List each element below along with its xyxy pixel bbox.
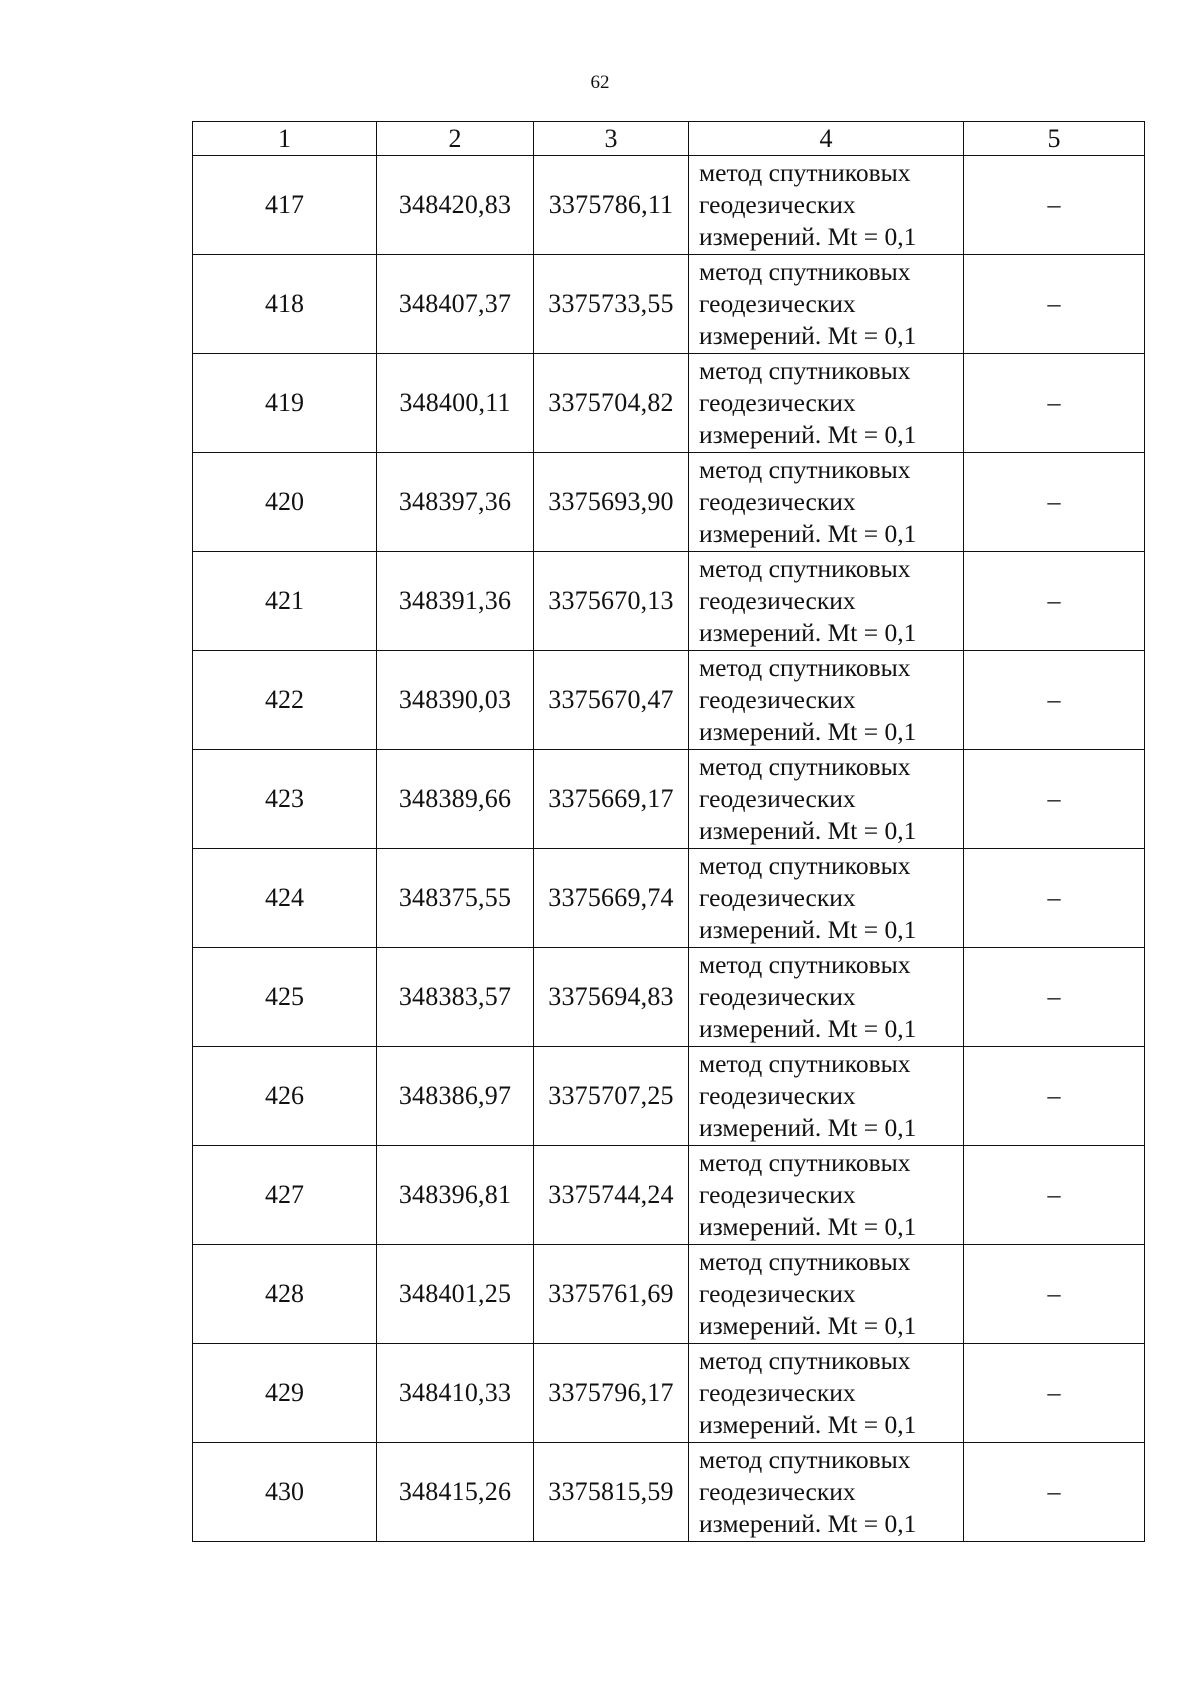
table-row [193,1146,1145,1245]
point-number-cell: 419 [193,354,377,453]
method-line: измерений. Mt = 0,1 [699,1113,917,1142]
method-cell [689,849,964,948]
method-line: измерений. Mt = 0,1 [699,519,917,548]
point-number-cell: 426 [193,1047,377,1146]
point-number-cell: 421 [193,552,377,651]
header-col-5: 5 [964,122,1145,156]
header-col-2: 2 [377,122,534,156]
col5-cell: – [964,552,1145,651]
y-coordinate-cell: 3375670,13 [534,552,689,651]
method-line: метод спутниковых [699,851,911,880]
point-number-cell: 429 [193,1344,377,1443]
method-line: измерений. Mt = 0,1 [699,1014,917,1043]
x-coordinate-cell: 348420,83 [377,156,534,255]
method-line: измерений. Mt = 0,1 [699,1509,917,1538]
table-row [193,453,1145,552]
method-cell [689,354,964,453]
table-row [193,552,1145,651]
method-line: метод спутниковых [699,455,911,484]
header-col-3: 3 [534,122,689,156]
table-row [193,255,1145,354]
point-number-cell: 420 [193,453,377,552]
method-line: геодезических [699,1081,856,1110]
col5-cell: – [964,453,1145,552]
method-line: метод спутниковых [699,1346,911,1375]
method-line: метод спутниковых [699,653,911,682]
col5-cell: – [964,255,1145,354]
table-row [193,750,1145,849]
x-coordinate-cell: 348396,81 [377,1146,534,1245]
method-line: геодезических [699,586,856,615]
table-row [193,1245,1145,1344]
y-coordinate-cell: 3375761,69 [534,1245,689,1344]
table-row [193,354,1145,453]
method-cell [689,453,964,552]
y-coordinate-cell: 3375707,25 [534,1047,689,1146]
method-cell [689,156,964,255]
point-number-cell: 418 [193,255,377,354]
method-line: геодезических [699,982,856,1011]
y-coordinate-cell: 3375786,11 [534,156,689,255]
method-cell [689,255,964,354]
x-coordinate-cell: 348383,57 [377,948,534,1047]
table-row [193,849,1145,948]
x-coordinate-cell: 348386,97 [377,1047,534,1146]
table-header [193,122,1145,156]
point-number-cell: 428 [193,1245,377,1344]
header-col-1: 1 [193,122,377,156]
method-line: метод спутниковых [699,950,911,979]
table-body [193,156,1145,1542]
col5-cell: – [964,1245,1145,1344]
y-coordinate-cell: 3375733,55 [534,255,689,354]
method-line: измерений. Mt = 0,1 [699,618,917,647]
y-coordinate-cell: 3375815,59 [534,1443,689,1542]
method-line: геодезических [699,388,856,417]
col5-cell: – [964,354,1145,453]
method-line: метод спутниковых [699,554,911,583]
x-coordinate-cell: 348375,55 [377,849,534,948]
table-row [193,948,1145,1047]
page-number: 62 [590,72,610,93]
x-coordinate-cell: 348410,33 [377,1344,534,1443]
point-number-cell: 422 [193,651,377,750]
method-line: геодезических [699,190,856,219]
method-line: метод спутниковых [699,1247,911,1276]
method-line: геодезических [699,1477,856,1506]
method-line: метод спутниковых [699,1445,911,1474]
method-cell [689,750,964,849]
y-coordinate-cell: 3375704,82 [534,354,689,453]
x-coordinate-cell: 348391,36 [377,552,534,651]
method-line: метод спутниковых [699,752,911,781]
method-line: метод спутниковых [699,158,911,187]
x-coordinate-cell: 348401,25 [377,1245,534,1344]
col5-cell: – [964,1443,1145,1542]
x-coordinate-cell: 348400,11 [377,354,534,453]
method-cell [689,651,964,750]
method-line: измерений. Mt = 0,1 [699,222,917,251]
method-line: измерений. Mt = 0,1 [699,717,917,746]
method-line: измерений. Mt = 0,1 [699,1212,917,1241]
y-coordinate-cell: 3375744,24 [534,1146,689,1245]
method-line: измерений. Mt = 0,1 [699,915,917,944]
y-coordinate-cell: 3375669,74 [534,849,689,948]
col5-cell: – [964,948,1145,1047]
y-coordinate-cell: 3375694,83 [534,948,689,1047]
method-line: измерений. Mt = 0,1 [699,1311,917,1340]
col5-cell: – [964,849,1145,948]
coordinates-table [192,121,1145,1542]
point-number-cell: 430 [193,1443,377,1542]
method-cell [689,948,964,1047]
col5-cell: – [964,156,1145,255]
x-coordinate-cell: 348407,37 [377,255,534,354]
method-line: измерений. Mt = 0,1 [699,321,917,350]
col5-cell: – [964,1146,1145,1245]
method-cell [689,1443,964,1542]
method-cell [689,1245,964,1344]
point-number-cell: 425 [193,948,377,1047]
point-number-cell: 427 [193,1146,377,1245]
col5-cell: – [964,1047,1145,1146]
table-row [193,1047,1145,1146]
table-row [193,1443,1145,1542]
method-line: геодезических [699,289,856,318]
header-col-4: 4 [689,122,964,156]
point-number-cell: 424 [193,849,377,948]
y-coordinate-cell: 3375693,90 [534,453,689,552]
x-coordinate-cell: 348390,03 [377,651,534,750]
col5-cell: – [964,1344,1145,1443]
x-coordinate-cell: 348397,36 [377,453,534,552]
method-line: измерений. Mt = 0,1 [699,420,917,449]
method-line: геодезических [699,1279,856,1308]
col5-cell: – [964,750,1145,849]
y-coordinate-cell: 3375669,17 [534,750,689,849]
method-cell [689,1344,964,1443]
table-row [193,156,1145,255]
point-number-cell: 417 [193,156,377,255]
method-line: метод спутниковых [699,356,911,385]
method-line: геодезических [699,784,856,813]
method-line: измерений. Mt = 0,1 [699,1410,917,1439]
y-coordinate-cell: 3375796,17 [534,1344,689,1443]
method-cell [689,1047,964,1146]
method-line: геодезических [699,685,856,714]
method-line: метод спутниковых [699,257,911,286]
x-coordinate-cell: 348389,66 [377,750,534,849]
method-line: измерений. Mt = 0,1 [699,816,917,845]
table-row [193,1344,1145,1443]
col5-cell: – [964,651,1145,750]
method-cell [689,1146,964,1245]
header-row [193,122,1145,156]
x-coordinate-cell: 348415,26 [377,1443,534,1542]
point-number-cell: 423 [193,750,377,849]
table-row [193,651,1145,750]
method-line: метод спутниковых [699,1148,911,1177]
method-line: геодезических [699,487,856,516]
method-line: геодезических [699,1180,856,1209]
method-line: метод спутниковых [699,1049,911,1078]
method-cell [689,552,964,651]
y-coordinate-cell: 3375670,47 [534,651,689,750]
method-line: геодезических [699,883,856,912]
method-line: геодезических [699,1378,856,1407]
